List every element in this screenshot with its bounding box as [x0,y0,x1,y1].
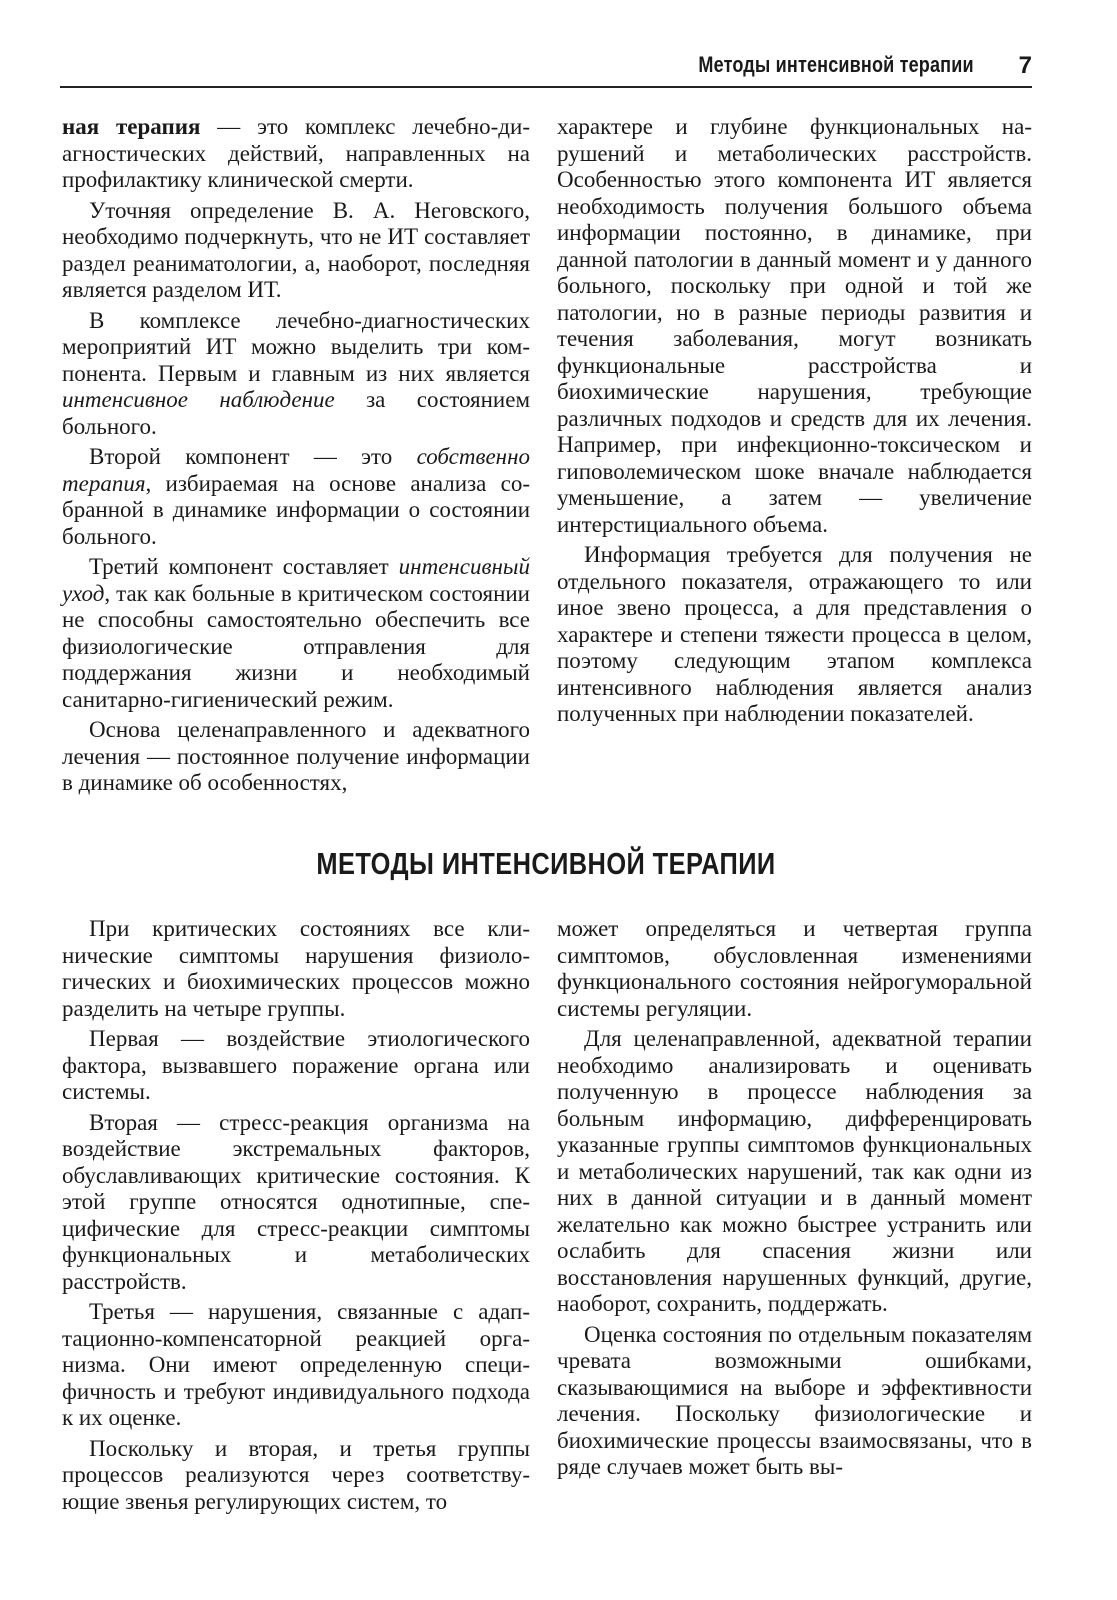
paragraph-text: за состоянием больного. [62,387,531,439]
paragraph-text: — это комплекс лечебно-диагностических действий, направленных на профилактику клинической смерти. [62,114,530,192]
paragraph: Первая — воздействие этиологического фактора, вызвавшего поражение органа или системы. [62,1026,530,1104]
running-title: Методы интенсивной терапии [698,52,974,77]
paragraph-text: В комплексе лечебно-диагностических мероприятий ИТ можно выделить три компонента. Первым и главным из них является [62,307,530,386]
paragraph [62,114,530,194]
top-right-column [557,114,1032,732]
page-number: 7 [1018,52,1032,79]
bold-term: ная терапия [62,114,201,139]
paragraph [62,308,530,441]
top-left-column [62,114,530,801]
paragraph: характере и глубине функциональных нарушений и метаболических расстройств. Особенностью этого компонента ИТ является необходимость получения большого объема информации постоянно, в динамике, при данной патологии в данный момент и у данного больного, поскольку при одной и той же патологии, но в разные периоды развития и течения заболевания, могут возникать функциональные расстройства и биохимические нарушения, требующие различных подходов и средств для их лечения. Например, при инфекционно-токсическом и гиповолемическом шоке вначале наблюдается уменьшение, а затем — увеличение интерстициального объема. [557,114,1032,537]
paragraph: Основа целенаправленного и адекватного лечения — постоянное получение информации в динамике об особенностях, [62,717,530,795]
running-header [60,50,1032,88]
paragraph: Оценка состояния по отдельным показателям чревата возможными ошибками, сказывающимися на выборе и эффективности лечения. Поскольку физиологические и биохимические процессы взаимосвязаны, что в ряде случаев может быть вы- [557,1321,1032,1479]
paragraph-text: , так как больные в критическом состоянии не способны самостоятельно обеспечить все физиологические отправления для поддержания жизни и необходимый санитарно-гигиенический режим. [62,580,530,712]
section-heading: МЕТОДЫ ИНТЕНСИВНОЙ ТЕРАПИИ [316,846,776,881]
bottom-right-column [557,916,1032,1485]
italic-term: интенсивное наблюдение [62,387,335,412]
paragraph: Уточняя определение В. А. Неговского, необходимо подчеркнуть, что не ИТ составляет раздел реаниматологии, а, наоборот, последняя является разделом ИТ. [62,197,530,302]
paragraph-text: , избираемая на основе анализа собранной в динамике информации о состоянии больного. [62,470,530,549]
paragraph: Для целенаправленной, адекватной терапии необходимо анализировать и оценивать полученную в процессе наблюдения за больным информацию, дифференцировать указанные группы симптомов функциональных и метаболических нарушений, так как одни из них в данной ситуации и в данный момент желательно как можно быстрее устранить или ослабить для спасения жизни или восстановления нарушенных функций, другие, наоборот, сохранить, поддержать. [557,1026,1032,1316]
paragraph [62,554,530,713]
paragraph-text: Второй компонент — это [89,444,417,469]
paragraph: Третья — нарушения, связанные с адаптационно-компенсаторной реакцией организма. Они имеют определенную специфичность и требуют индивидуального подхода к их оценке. [62,1299,530,1430]
italic-term: интенсивный уход [62,554,530,606]
bottom-left-column [62,916,530,1519]
paragraph: Поскольку и вторая, и третья группы процессов реализуются через соответствующие звенья регулирующих систем, то [62,1435,530,1514]
paragraph-text: Третий компонент составляет [89,554,399,579]
italic-term: собственно терапия [62,444,530,496]
paragraph: Вторая — стресс-реакция организма на воздействие экстремальных факторов, обуславливающих критические состояния. К этой группе относятся однотипные, специфические для стресс-реакции симптомы функциональных и метаболических расстройств. [62,1109,530,1294]
paragraph: При критических состояниях все клинические симптомы нарушения физиологических и биохимических процессов можно разделить на четыре группы. [62,916,530,1021]
paragraph: может определяться и четвертая группа симптомов, обусловленная изменениями функционального состояния нейрогуморальной системы регуляции. [557,916,1032,1021]
paragraph [62,444,530,550]
paragraph: Информация требуется для получения не отдельного показателя, отражающего то или иное звено процесса, а для представления о характере и степени тяжести процесса в целом, поэтому следующим этапом комплекса интенсивного наблюдения является анализ полученных при наблюдении показателей. [557,542,1032,726]
